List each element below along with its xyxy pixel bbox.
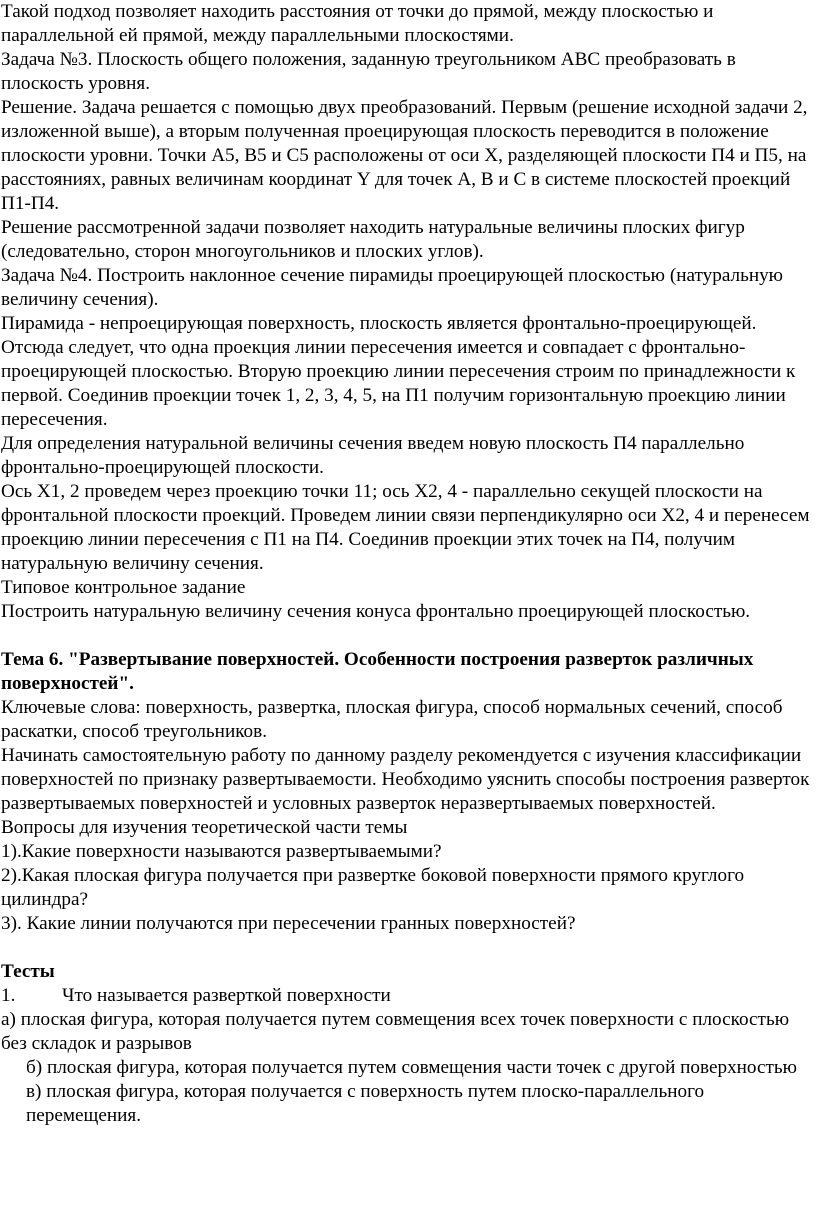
answer-option-b: б) плоская фигура, которая получается путем совмещения части точек с другой поверхностью bbox=[26, 1057, 797, 1078]
paragraph: Начинать самостоятельную работу по данному разделу рекомендуется с изучения классификации поверхностей по признаку развертываемости. Необходимо уяснить способы построения разверток развертываемых поверхностей и условных разверток неразвертываемых поверхностей. bbox=[1, 745, 810, 814]
paragraph: Решение рассмотренной задачи позволяет находить натуральные величины плоских фигур (следовательно, сторон многоугольников и плоских углов). bbox=[1, 217, 745, 262]
questions-title: Вопросы для изучения теоретической части темы bbox=[1, 817, 408, 838]
test-question bbox=[1, 984, 812, 1008]
paragraph: Для определения натуральной величины сечения введем новую плоскость П4 параллельно фронтально-проецирующей плоскости. bbox=[1, 433, 745, 478]
answer-option-a: а) плоская фигура, которая получается путем совмещения всех точек поверхности с плоскостью без складок и разрывов bbox=[1, 1009, 790, 1054]
topic-heading: Тема 6. "Развертывание поверхностей. Особенности построения разверток различных поверхностей". bbox=[1, 649, 754, 694]
tests-heading: Тесты bbox=[1, 961, 55, 982]
question-item: 1).Какие поверхности называются развертываемыми? bbox=[1, 841, 442, 862]
control-task-text: Построить натуральную величину сечения конуса фронтально проецирующей плоскостью. bbox=[1, 601, 751, 622]
question-item: 3). Какие линии получаются при пересечении гранных поверхностей? bbox=[1, 913, 576, 934]
task-4-statement: Задача №4. Построить наклонное сечение пирамиды проецирующей плоскостью (натуральную величину сечения). bbox=[1, 265, 784, 310]
keywords: Ключевые слова: поверхность, развертка, плоская фигура, способ нормальных сечений, способ раскатки, способ треугольников. bbox=[1, 697, 783, 742]
paragraph: Пирамида - непроецирующая поверхность, плоскость является фронтально-проецирующей. Отсюда следует, что одна проекция линии пересечения имеется и совпадает с фронтально-проецирующей плоскостью. Вторую проекцию линии пересечения строим по принадлежности к первой. Соединив проекции точек 1, 2, 3, 4, 5, на П1 получим горизонтальную проекцию линии пересечения. bbox=[1, 313, 796, 430]
question-item: 2).Какая плоская фигура получается при развертке боковой поверхности прямого круглого цилиндра? bbox=[1, 865, 745, 910]
test-question-number: 1. bbox=[1, 985, 16, 1006]
answer-option-c: в) плоская фигура, которая получается с поверхность путем плоско-параллельного перемещения. bbox=[26, 1081, 705, 1126]
task-3-solution: Решение. Задача решается с помощью двух преобразований. Первым (решение исходной задачи 2, изложенной выше), а вторым полученная проецирующая плоскость переводится в положение плоскости уровни. Точки A5, B5 и C5 расположены от оси X, разделяющей плоскости П4 и П5, на расстояниях, равных величинам координат Y для точек A, B и C в системе плоскостей проекций П1-П4. bbox=[1, 97, 808, 214]
spacer bbox=[1, 936, 812, 960]
test-question-text: Что называется разверткой поверхности bbox=[62, 985, 391, 1006]
paragraph: Такой подход позволяет находить расстояния от точки до прямой, между плоскостью и параллельной ей прямой, между параллельными плоскостями. bbox=[1, 1, 714, 46]
paragraph: Ось X1, 2 проведем через проекцию точки 11; ось X2, 4 - параллельно секущей плоскости на фронтальной плоскости проекций. Проведем линии связи перпендикулярно оси X2, 4 и перенесем проекцию линии пересечения с П1 на П4. Соединив проекции этих точек на П4, получим натуральную величину сечения. bbox=[1, 481, 810, 574]
task-3-statement: Задача №3. Плоскость общего положения, заданную треугольником ABC преобразовать в плоскость уровня. bbox=[1, 49, 736, 94]
control-task-title: Типовое контрольное задание bbox=[1, 577, 246, 598]
spacer bbox=[1, 624, 812, 648]
